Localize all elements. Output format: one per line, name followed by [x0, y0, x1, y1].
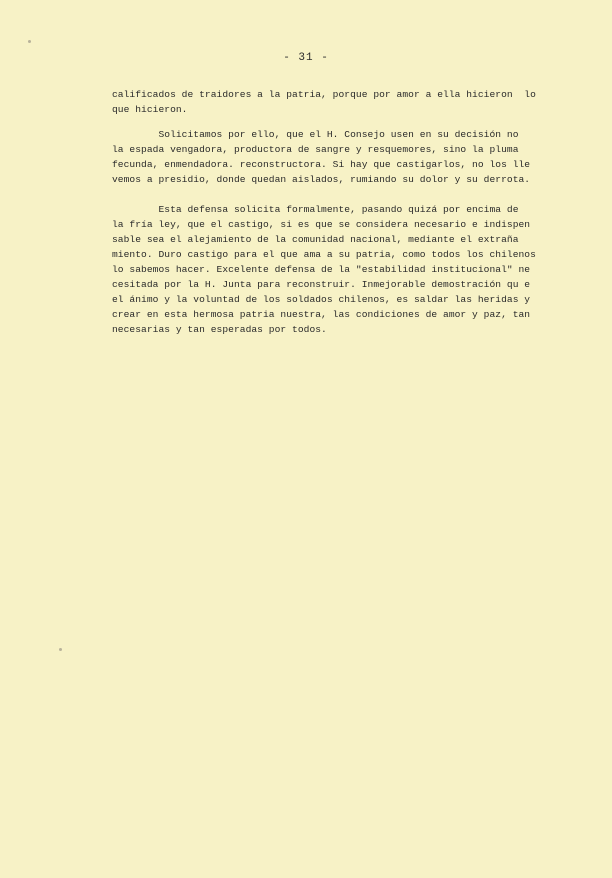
- text-line: vemos a presidio, donde quedan aislados, rumiando su dolor y su derrota.: [112, 174, 531, 185]
- text-line: fecunda, enmendadora. reconstructora. Si hay que castigarlos, no los lle: [112, 159, 531, 170]
- text-line: Esta defensa solicita formalmente, pasando quizá por encima de: [112, 204, 519, 215]
- page-number: - 31 -: [283, 52, 329, 64]
- text-line: lo sabemos hacer. Excelente defensa de la "estabilidad institucional" ne: [112, 264, 531, 275]
- text-line: la fría ley, que el castigo, si es que se considera necesario e indispen: [112, 219, 531, 230]
- text-line: cesitada por la H. Junta para reconstruir. Inmejorable demostración qu e: [112, 279, 531, 290]
- paper-speck: [28, 40, 31, 43]
- text-line: que hicieron.: [112, 104, 188, 115]
- text-line: miento. Duro castigo para el que ama a su patria, como todos los chilenos: [112, 249, 536, 260]
- text-line: sable sea el alejamiento de la comunidad nacional, mediante el extraña: [112, 234, 525, 245]
- text-line: crear en esta hermosa patria nuestra, las condiciones de amor y paz, tan: [112, 309, 531, 320]
- text-line: calificados de traidores a la patria, porque por amor a ella hicieron lo: [112, 89, 536, 100]
- paper-speck: [59, 648, 62, 651]
- text-line: Solicitamos por ello, que el H. Consejo usen en su decisión no: [112, 129, 519, 140]
- text-line: el ánimo y la voluntad de los soldados chilenos, es saldar las heridas y: [112, 294, 531, 305]
- text-line: la espada vengadora, productora de sangre y resquemores, sino la pluma: [112, 144, 519, 155]
- text-line: necesarias y tan esperadas por todos.: [112, 324, 327, 335]
